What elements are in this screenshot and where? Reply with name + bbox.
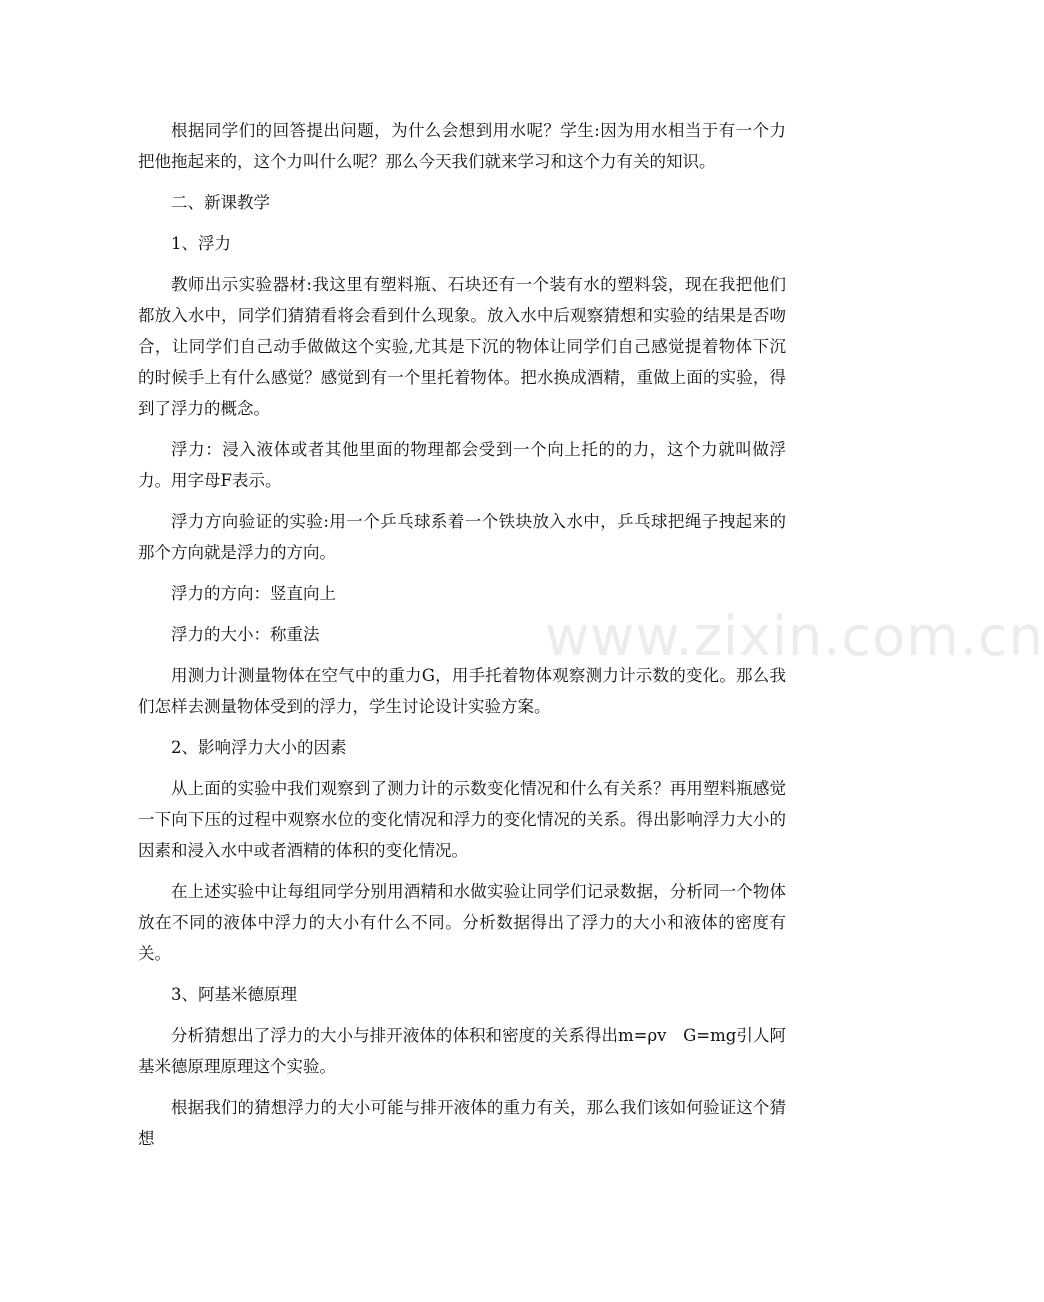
section-heading: 二、新课教学	[171, 193, 270, 212]
paragraph: 用测力计测量物体在空气中的重力G，用手托着物体观察测力计示数的变化。那么我们怎样去测量物体受到的浮力，学生讨论设计实验方案。	[138, 666, 786, 716]
subsection-heading: 2、影响浮力大小的因素	[171, 738, 347, 757]
watermark: www.zixin.com.cn	[545, 605, 1044, 668]
document-body	[138, 115, 786, 1164]
paragraph: 从上面的实验中我们观察到了测力计的示数变化情况和什么有关系？再用塑料瓶感觉一下向下压的过程中观察水位的变化情况和浮力的变化情况的关系。得出影响浮力大小的因素和浸入水中或者酒精的体积的变化情况。	[138, 779, 786, 860]
paragraph-line: 浮力的大小：称重法	[171, 625, 320, 644]
paragraph-line: 浮力的方向：竖直向上	[171, 584, 336, 603]
paragraph: 分析猜想出了浮力的大小与排开液体的体积和密度的关系得出m=ρv G=mg引人阿基米德原理原理这个实验。	[138, 1026, 786, 1076]
paragraph: 浮力：浸入液体或者其他里面的物理都会受到一个向上托的的力，这个力就叫做浮力。用字母F表示。	[138, 440, 786, 490]
subsection-heading: 3、阿基米德原理	[171, 985, 297, 1004]
subsection-heading: 1、浮力	[171, 234, 231, 253]
paragraph: 浮力方向验证的实验:用一个乒乓球系着一个铁块放入水中，乒乓球把绳子拽起来的那个方向就是浮力的方向。	[138, 512, 786, 562]
paragraph: 教师出示实验器材:我这里有塑料瓶、石块还有一个装有水的塑料袋，现在我把他们都放入水中，同学们猜猜看将会看到什么现象。放入水中后观察猜想和实验的结果是否吻合，让同学们自己动手做做这个实验,尤其是下沉的物体让同学们自己感觉提着物体下沉的时候手上有什么感觉？感觉到有一个里托着物体。把水换成酒精，重做上面的实验，得到了浮力的概念。	[138, 275, 786, 418]
paragraph: 根据我们的猜想浮力的大小可能与排开液体的重力有关，那么我们该如何验证这个猜想	[138, 1098, 786, 1148]
paragraph: 在上述实验中让每组同学分别用酒精和水做实验让同学们记录数据，分析同一个物体放在不同的液体中浮力的大小有什么不同。分析数据得出了浮力的大小和液体的密度有关。	[138, 882, 786, 963]
paragraph: 根据同学们的回答提出问题，为什么会想到用水呢？学生:因为用水相当于有一个力把他拖起来的，这个力叫什么呢？那么今天我们就来学习和这个力有关的知识。	[138, 121, 786, 171]
